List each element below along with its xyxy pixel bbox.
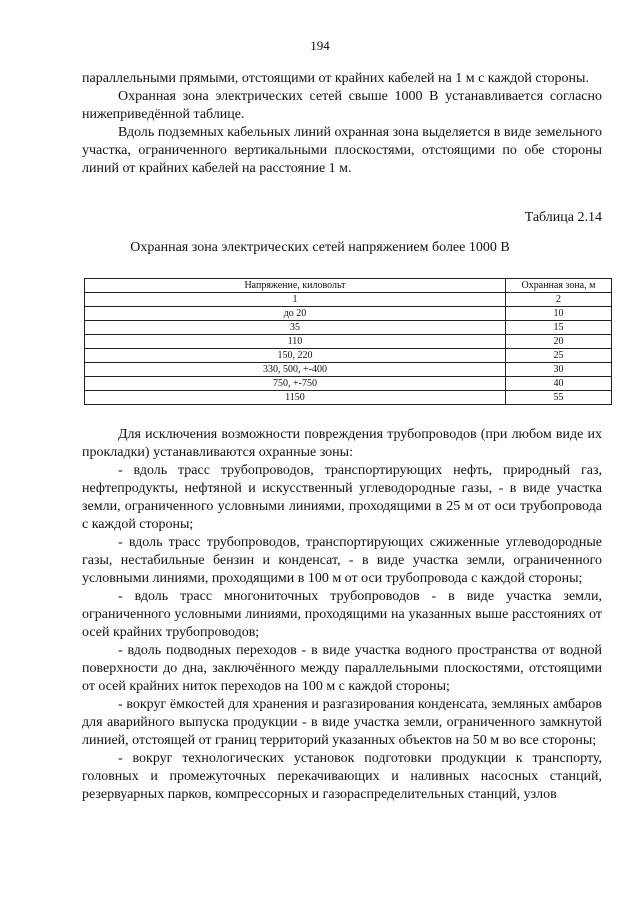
intro-text [82,70,602,178]
table-title: Охранная зона электрических сетей напряжением более 1000 В [130,240,510,255]
table-cell: 750, +-750 [85,377,506,391]
table-cell: 1150 [85,391,506,405]
list-item: - вдоль трасс трубопроводов, транспортирующих сжиженные углеводородные газы, нестабильные бензин и конденсат, - в виде участка земли, ограниченного условными линиями, проходящими в 100 м от оси трубопровода с каждой стороны; [82,535,602,586]
table-cell: 15 [506,321,612,335]
table-cell: 330, 500, +-400 [85,363,506,377]
table-cell: 20 [506,335,612,349]
paragraph: параллельными прямыми, отстоящими от крайних кабелей на 1 м с каждой стороны. [82,71,589,86]
table-cell: 35 [85,321,506,335]
list-item: - вокруг ёмкостей для хранения и разгазирования конденсата, земляных амбаров для аварийного выпуска продукции - в виде участка земли, ограниченного замкнутой линией, отстоящей от границ территорий указанных объектов на 50 м во все стороны; [82,697,602,748]
table-row [85,335,612,349]
table-row [85,363,612,377]
table-cell: 10 [506,307,612,321]
table-cell: 1 [85,293,506,307]
table-numbering-row [85,293,612,307]
table-cell: 30 [506,363,612,377]
header-zone: Охранная зона, м [506,279,612,293]
header-voltage: Напряжение, киловольт [85,279,506,293]
table-cell: 110 [85,335,506,349]
table-row [85,349,612,363]
paragraph: Вдоль подземных кабельных линий охранная зона выделяется в виде земельного участка, ограниченного вертикальными плоскостями, отстоящими по обе стороны линий от крайних кабелей на расстояние 1 м. [82,125,602,176]
paragraph: Охранная зона электрических сетей свыше 1000 В устанавливается согласно нижеприведённой таблице. [82,89,602,122]
list-item: - вдоль трасс трубопроводов, транспортирующих нефть, природный газ, нефтепродукты, нефтяной и искусственный углеводородные газы, - в виде участка земли, ограниченного условными линиями, проходящими в 25 м от оси трубопровода с каждой стороны; [82,463,602,532]
protection-zone-table [84,278,612,405]
list-item: - вдоль подводных переходов - в виде участка водного пространства от водной поверхности до дна, заключённого между параллельными плоскостями, отстоящими от осей крайних ниток переходов на 100 м с каждой стороны; [82,643,602,694]
table-cell: 150, 220 [85,349,506,363]
paragraph: Для исключения возможности повреждения трубопроводов (при любом виде их прокладки) устанавливаются охранные зоны: [82,427,602,460]
table-label: Таблица 2.14 [524,210,602,225]
table-cell: 55 [506,391,612,405]
table-row [85,307,612,321]
table-row [85,391,612,405]
list-item: - вокруг технологических установок подготовки продукции к транспорту, головных и промежуточных перекачивающих и наливных насосных станций, резервуарных парков, компрессорных и газораспределительных станций, узлов [82,751,602,802]
body-text [82,426,602,804]
table-cell: 25 [506,349,612,363]
table-header-row [85,279,612,293]
page-number: 194 [310,38,330,53]
table-cell: 40 [506,377,612,391]
list-item: - вдоль трасс многониточных трубопроводов - в виде участка земли, ограниченного условными линиями, проходящими на указанных выше расстояниях от осей крайних трубопроводов; [82,589,602,640]
table-row [85,321,612,335]
table-cell: 2 [506,293,612,307]
table-cell: до 20 [85,307,506,321]
table-row [85,377,612,391]
